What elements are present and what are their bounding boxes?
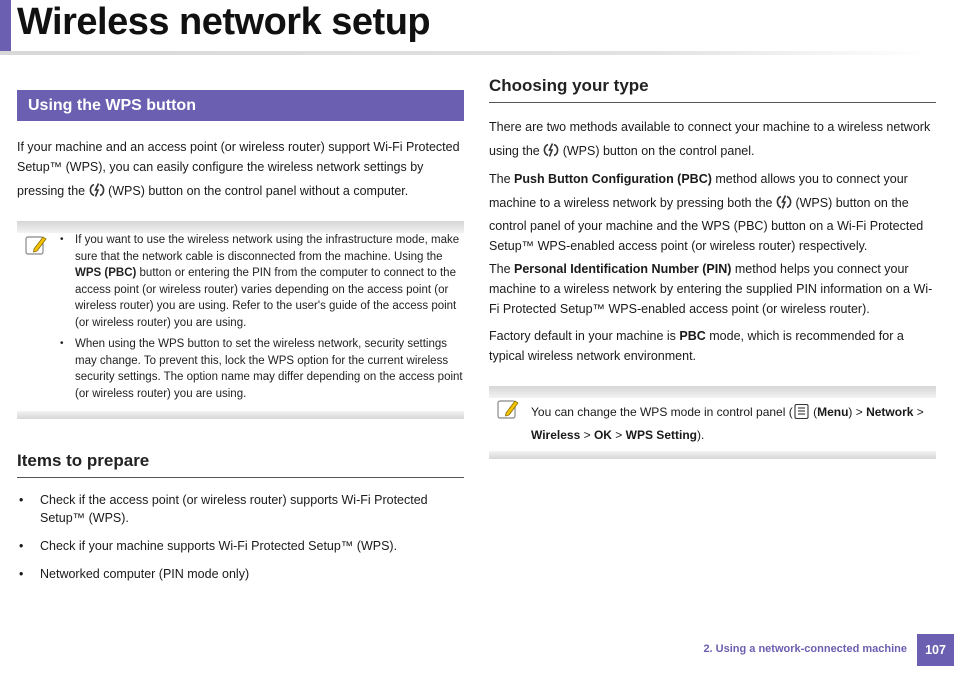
methods-text: (WPS) button on the control panel. <box>562 144 755 158</box>
pbc-text: machine to a wireless network by pressing both the <box>489 196 773 210</box>
choosing-heading-rule <box>489 102 936 103</box>
methods-paragraph <box>489 116 939 165</box>
methods-line: There are two methods available to connect your machine to a wireless network <box>489 120 931 134</box>
intro-line <box>17 181 467 204</box>
wps-mode-note: You can change the WPS mode in control panel ( (Menu) > Network > Wireless > OK > WPS Setting). <box>531 405 924 442</box>
methods-line <box>489 140 939 165</box>
list-item: • Networked computer (PIN mode only) <box>17 565 464 583</box>
note-pencil-icon <box>497 398 519 420</box>
list-item: • Check if the access point (or wireless router) supports Wi-Fi Protected Setup™ (WPS). <box>17 491 464 527</box>
intro-line: Setup™ (WPS), you can easily configure the wireless network settings by <box>17 160 424 174</box>
note-item: • When using the WPS button to set the wireless network, security settings may change. To prevent this, lock the WPS option for the current wireless security settings. The option name may differ depending on the access point (or wireless router) you are using. <box>59 336 463 402</box>
section-banner: Using the WPS button <box>17 90 464 121</box>
wps-icon <box>776 194 792 216</box>
default-paragraph: Factory default in your machine is PBC mode, which is recommended for a typical wireless network environment. <box>489 329 904 363</box>
note-top-shade <box>489 386 936 398</box>
intro-text: (WPS) button on the control panel without a computer. <box>108 184 409 198</box>
pbc-paragraph <box>489 169 939 256</box>
note-bottom-shade <box>17 411 464 419</box>
page-number: 107 <box>917 634 954 666</box>
items-list <box>17 491 464 592</box>
note-item: • If you want to use the wireless network using the infrastructure mode, make sure that the network cable is disconnected from the machine. Using the WPS (PBC) button or entering the PIN from the computer to connect to the access point (or wireless router) varies depending on the access point (or wireless router) you are using. Refer to the user's guide of the access point (or wireless router) you are using. <box>59 232 463 331</box>
pbc-line: The Push Button Configuration (PBC) method allows you to connect your <box>489 172 908 186</box>
note-list <box>59 232 463 407</box>
title-divider <box>0 51 930 55</box>
chapter-footer: 2. Using a network-connected machine <box>703 643 907 655</box>
intro-text: pressing the <box>17 184 86 198</box>
note-box <box>489 386 936 459</box>
choosing-heading: Choosing your type <box>489 76 649 95</box>
pbc-text: (WPS) button on the <box>795 196 909 210</box>
note-box <box>17 221 464 419</box>
list-item: • Check if your machine supports Wi-Fi Protected Setup™ (WPS). <box>17 537 464 555</box>
note-pencil-icon <box>25 234 47 256</box>
page-title: Wireless network setup <box>17 1 431 43</box>
note-bottom-shade <box>489 451 936 459</box>
wps-icon <box>89 182 105 204</box>
items-heading-rule <box>17 477 464 478</box>
pin-paragraph: The Personal Identification Number (PIN) method helps you connect your machine to a wireless network by entering the supplied PIN information on a Wi-Fi Protected Setup™ WPS-enabled access point (or wireless router). <box>489 262 933 316</box>
intro-line: If your machine and an access point (or wireless router) support Wi-Fi Protected <box>17 140 460 154</box>
methods-text: using the <box>489 144 540 158</box>
pbc-line <box>489 193 939 216</box>
menu-icon <box>793 403 810 426</box>
pbc-rest: control panel of your machine and the WPS (PBC) button on a Wi-Fi Protected Setup™ WPS-enabled access point (or wireless router) respectively. <box>489 219 924 253</box>
intro-paragraph <box>17 137 467 204</box>
wps-icon <box>543 142 559 165</box>
title-accent-bar <box>0 0 11 52</box>
items-heading: Items to prepare <box>17 451 150 470</box>
